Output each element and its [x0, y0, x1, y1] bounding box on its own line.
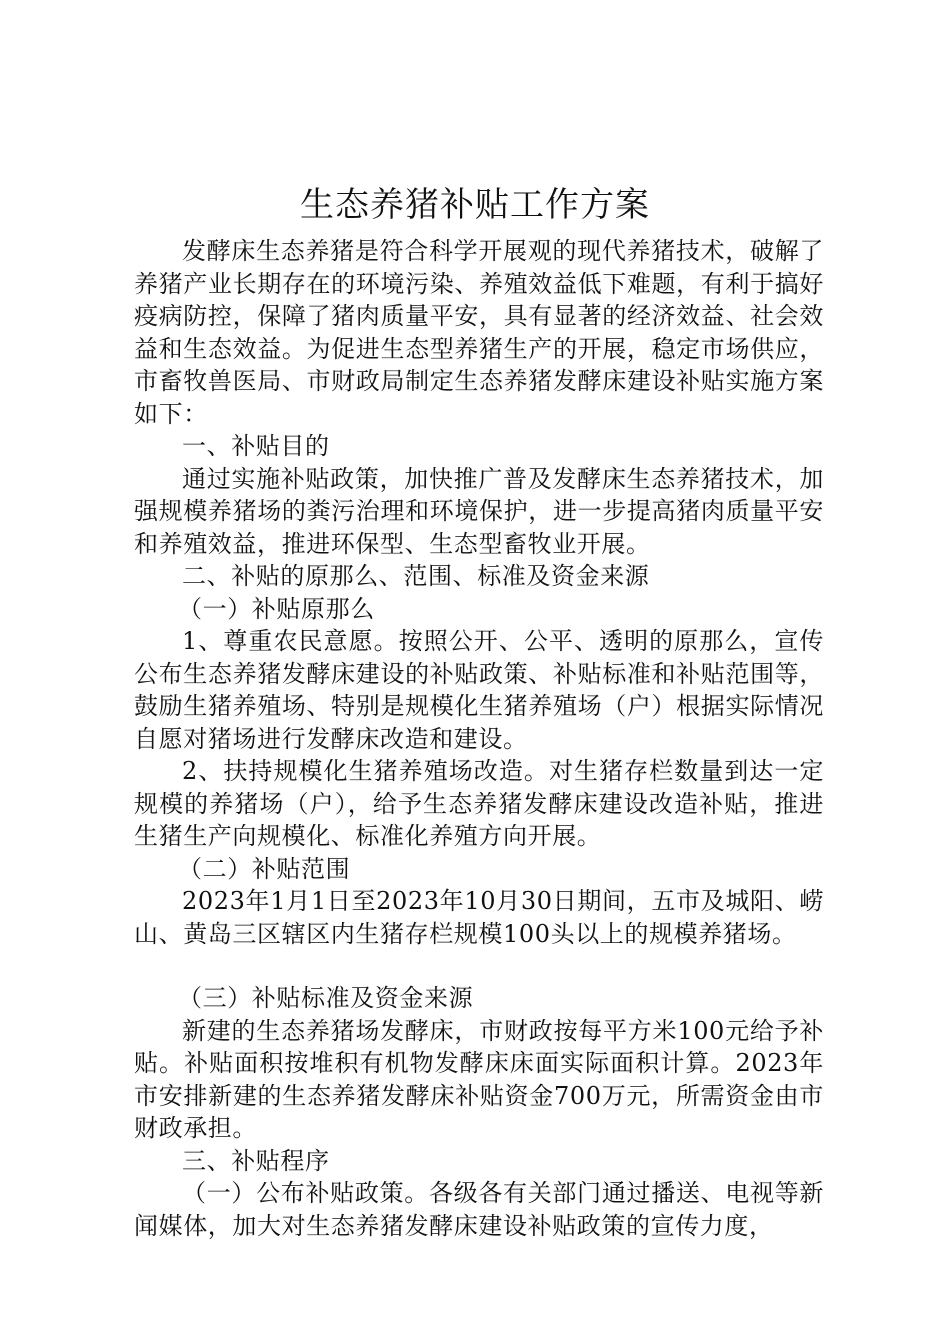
document-title: 生态养猪补贴工作方案 [300, 185, 650, 225]
principle-1-paragraph: 1、尊重农民意愿。按照公开、公平、透明的原那么，宣传公布生态养猪发酵床建设的补贴政策、补贴标准和补贴范围等，鼓励生猪养殖场、特别是规模化生猪养殖场（户）根据实际情况自愿对猪场进行发酵床改造和建设。 [134, 627, 824, 753]
document-body [134, 235, 824, 1242]
procedure-1-paragraph: （一）公布补贴政策。各级各有关部门通过播送、电视等新闻媒体，加大对生态养猪发酵床建设补贴政策的宣传力度， [134, 1179, 824, 1240]
section-heading-purpose: 一、补贴目的 [182, 432, 330, 460]
section-heading-principles: 二、补贴的原那么、范围、标准及资金来源 [182, 562, 650, 590]
subheading-principles: （一）补贴原那么 [178, 594, 375, 623]
subheading-standard-funding: （三）补贴标准及资金来源 [178, 984, 474, 1012]
purpose-paragraph: 通过实施补贴政策，加快推广普及发酵床生态养猪技术，加强规模养猪场的粪污治理和环境保护，进一步提高猪肉质量平安和养殖效益，推进环保型、生态型畜牧业开展。 [134, 464, 824, 558]
standard-funding-paragraph: 新建的生态养猪场发酵床，市财政按每平方米100元给予补贴。补贴面积按堆积有机物发酵床床面实际面积计算。2023年市安排新建的生态养猪发酵床补贴资金700万元，所需资金由市财政承担。 [134, 1016, 824, 1142]
scope-paragraph: 2023年1月1日至2023年10月30日期间，五市及城阳、崂山、黄岛三区辖区内生猪存栏规模100头以上的规模养猪场。 [134, 887, 824, 948]
subheading-scope: （二）补贴范围 [178, 854, 351, 883]
section-heading-procedure: 三、补贴程序 [182, 1146, 330, 1175]
intro-paragraph: 发酵床生态养猪是符合科学开展观的现代养猪技术，破解了养猪产业长期存在的环境污染、养殖效益低下难题，有利于搞好疫病防控，保障了猪肉质量平安，具有显著的经济效益、社会效益和生态效益。为促进生态型养猪生产的开展，稳定市场供应，市畜牧兽医局、市财政局制定生态养猪发酵床建设补贴实施方案如下： [134, 237, 824, 428]
principle-2-paragraph: 2、扶持规模化生猪养殖场改造。对生猪存栏数量到达一定规模的养猪场（户），给予生态养猪发酵床建设改造补贴，推进生猪生产向规模化、标准化养殖方向开展。 [134, 757, 824, 850]
